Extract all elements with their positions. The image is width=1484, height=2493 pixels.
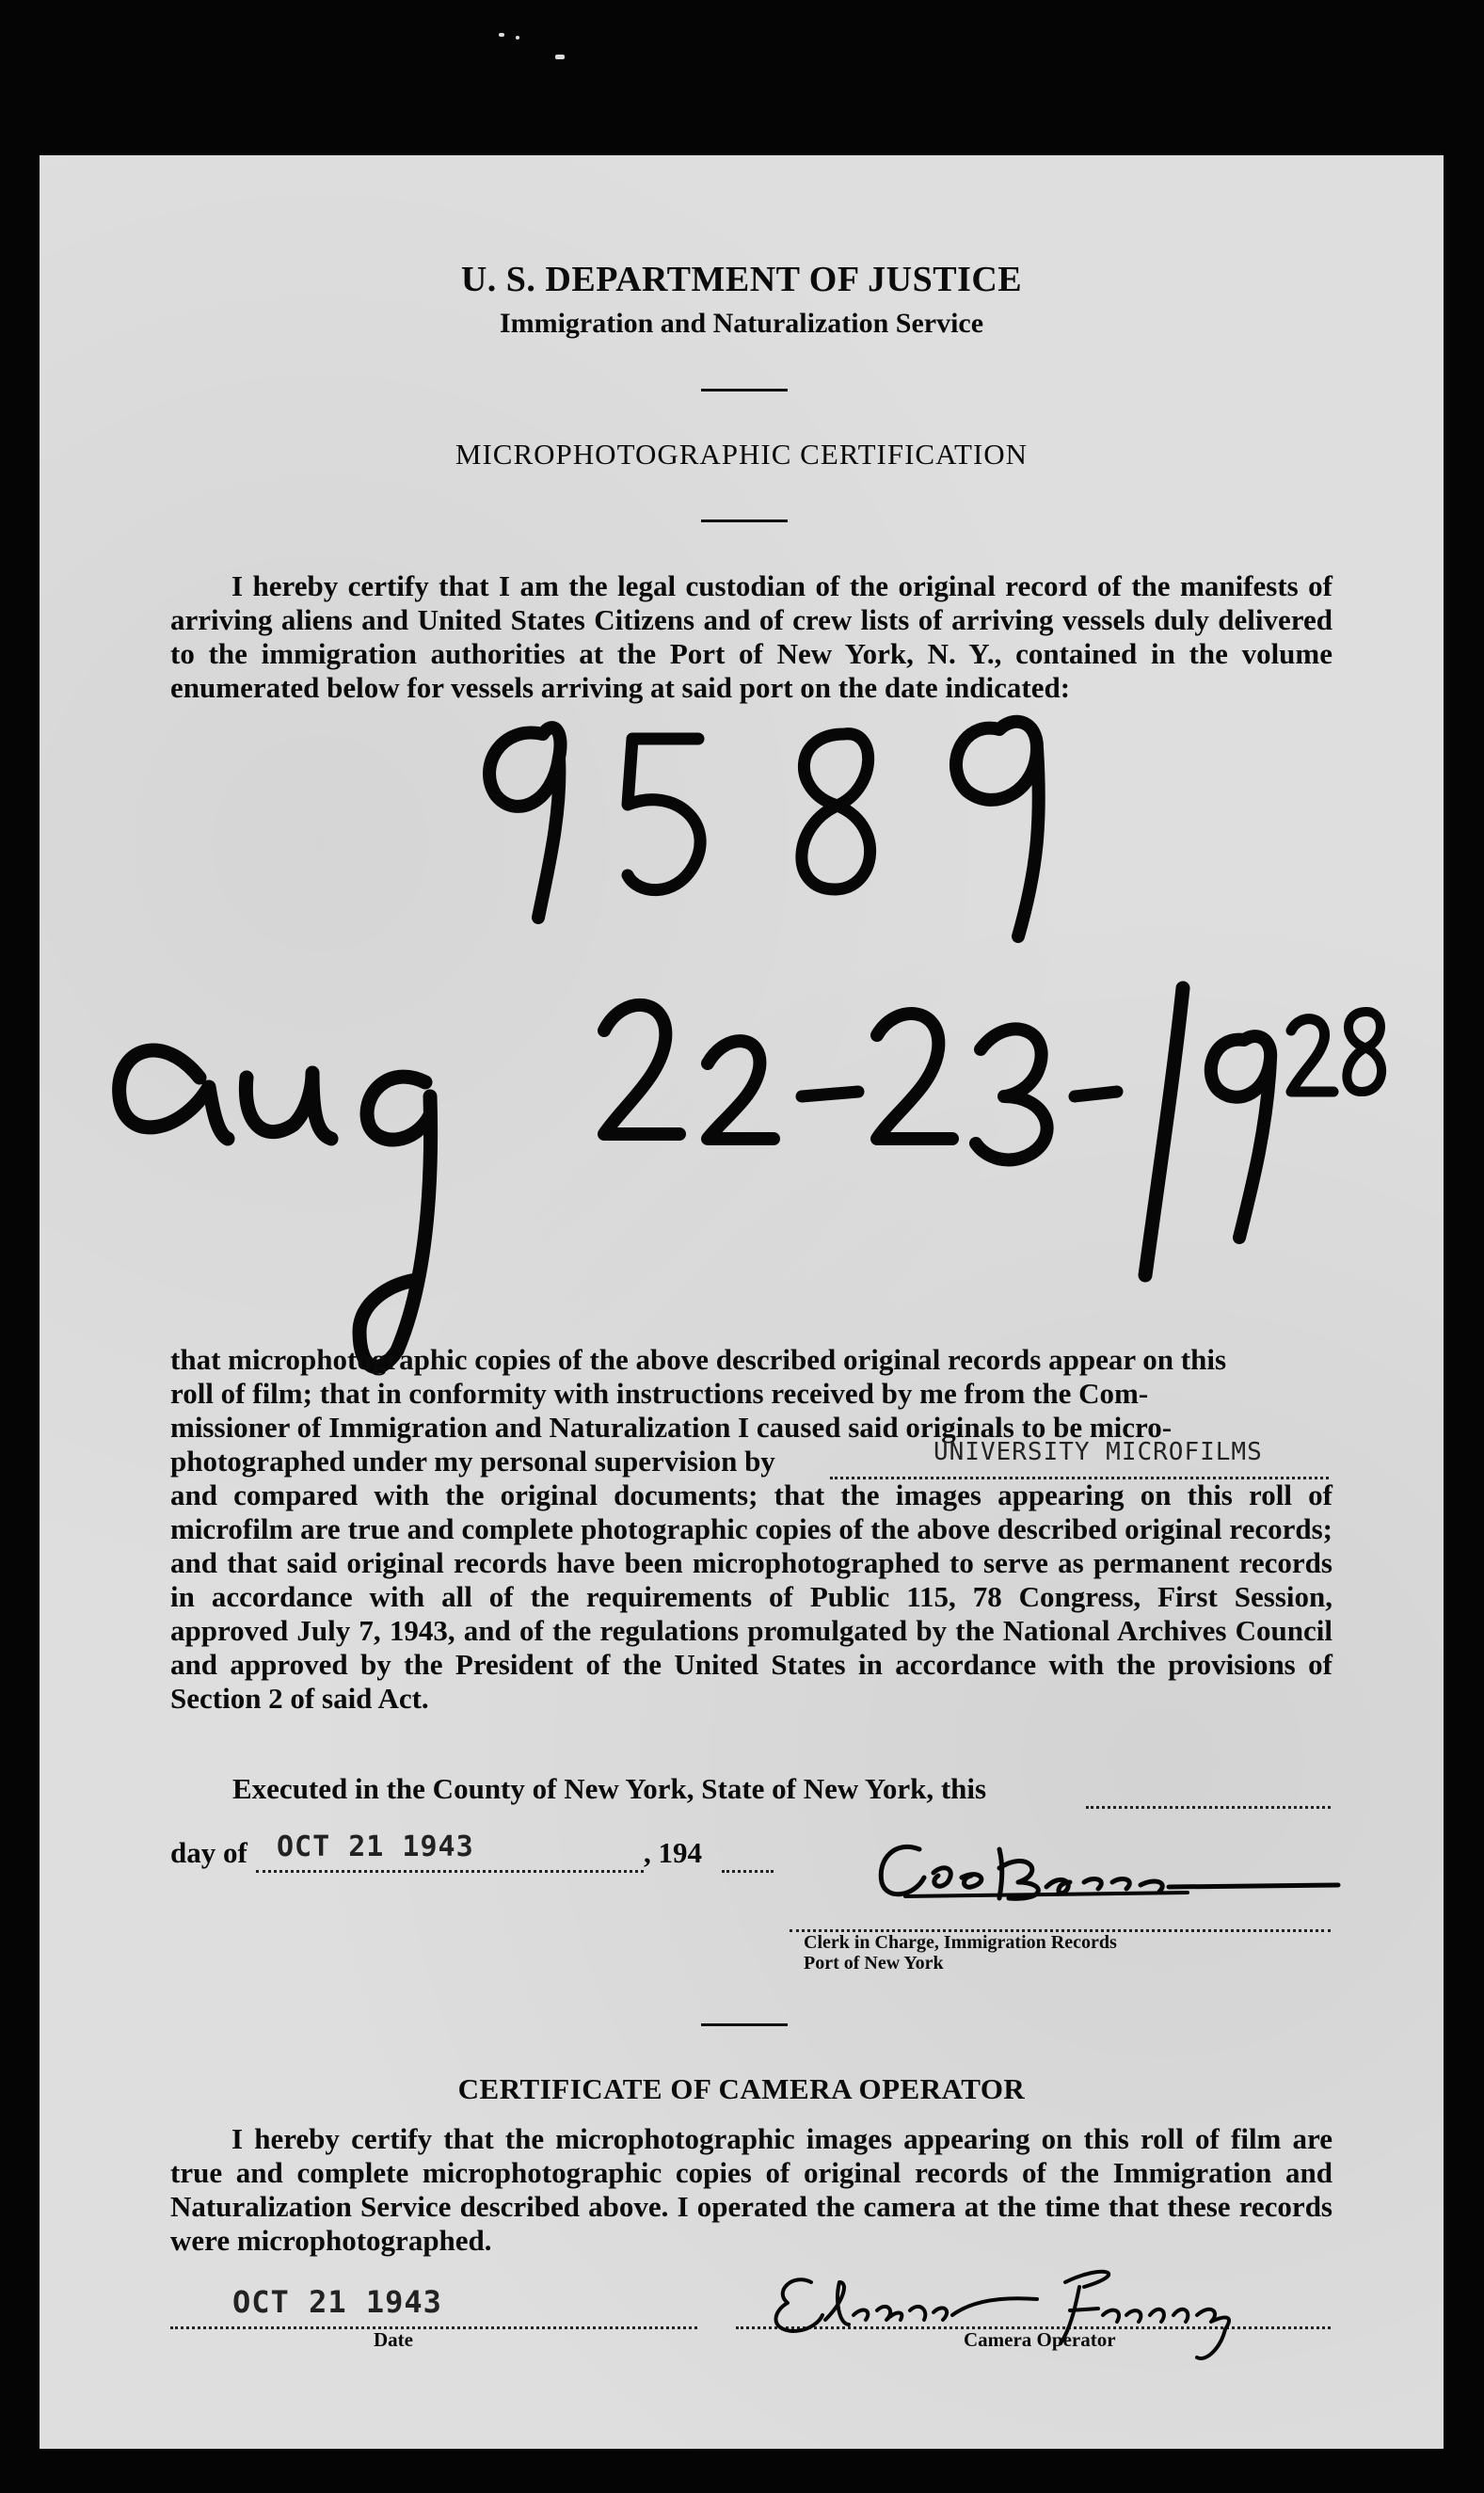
signer-office: Port of New York bbox=[804, 1953, 944, 1974]
camera-date-stamp: OCT 21 1943 bbox=[232, 2284, 442, 2320]
executed-text: Executed in the County of New York, State of New York, this bbox=[232, 1772, 987, 1805]
divider bbox=[701, 519, 788, 522]
dotted-fill-line bbox=[722, 1861, 774, 1878]
date-label: Date bbox=[374, 2328, 413, 2351]
handwritten-date-range bbox=[77, 908, 1442, 1416]
film-speck bbox=[555, 55, 565, 59]
day-of-label: day of bbox=[170, 1836, 247, 1869]
film-speck bbox=[499, 33, 504, 37]
film-speck bbox=[516, 36, 519, 40]
department-heading: U. S. DEPARTMENT OF JUSTICE bbox=[460, 260, 1023, 299]
service-subheading: Immigration and Naturalization Service bbox=[499, 308, 984, 339]
camera-certificate-text: I hereby certify that the microphotographic images appearing on this roll of film are true and complete microphotographic copies of original records of the Immigration and Naturalization Service described above. I operated the camera at the time that these records were microphotographed. bbox=[170, 2122, 1332, 2257]
divider bbox=[701, 389, 788, 392]
intro-paragraph: I hereby certify that I am the legal custodian of the original record of the manifests of arriving aliens and United States Citizens and of crew lists of arriving vessels duly delivered to the immigration authorities at the Port of New York, N. Y., contained in the volume enumerated below for vessels arriving at said port on the date indicated: bbox=[170, 569, 1332, 704]
body-line: that microphotographic copies of the above described original records appear on this bbox=[170, 1343, 1227, 1376]
body-line: missioner of Immigration and Naturalization I caused said originals to be micro- bbox=[170, 1411, 1173, 1444]
execution-date-stamp: OCT 21 1943 bbox=[277, 1830, 474, 1863]
body-line: roll of film; that in conformity with instructions received by me from the Com- bbox=[170, 1377, 1149, 1410]
clerk-signature bbox=[830, 1830, 1357, 1915]
certification-title: MICROPHOTOGRAPHIC CERTIFICATION bbox=[455, 438, 1029, 471]
camera-certificate-title: CERTIFICATE OF CAMERA OPERATOR bbox=[457, 2072, 1026, 2105]
filmed-by-stamp: UNIVERSITY MICROFILMS bbox=[933, 1438, 1263, 1466]
year-prefix: , 194 bbox=[644, 1836, 702, 1869]
body-line: photographed under my personal supervision by bbox=[170, 1445, 775, 1478]
certificate-page bbox=[40, 155, 1444, 2449]
divider bbox=[701, 2023, 788, 2026]
signer-title: Clerk in Charge, Immigration Records bbox=[804, 1932, 1117, 1953]
dotted-fill-line bbox=[1086, 1797, 1331, 1814]
body-paragraph-rest: and compared with the original documents; that the images appearing on this roll of microfilm are true and complete photographic copies of the above described original records; and that said original records have been microphotographed to serve as permanent records in accordance with all of the requirements of Public 115, 78 Congress, First Session, approved July 7, 1943, and of the regulations promulgated by the National Archives Council and approved by the President of the United States in accordance with the provisions of Section 2 of said Act. bbox=[170, 1478, 1332, 1715]
camera-operator-label: Camera Operator bbox=[964, 2328, 1116, 2351]
